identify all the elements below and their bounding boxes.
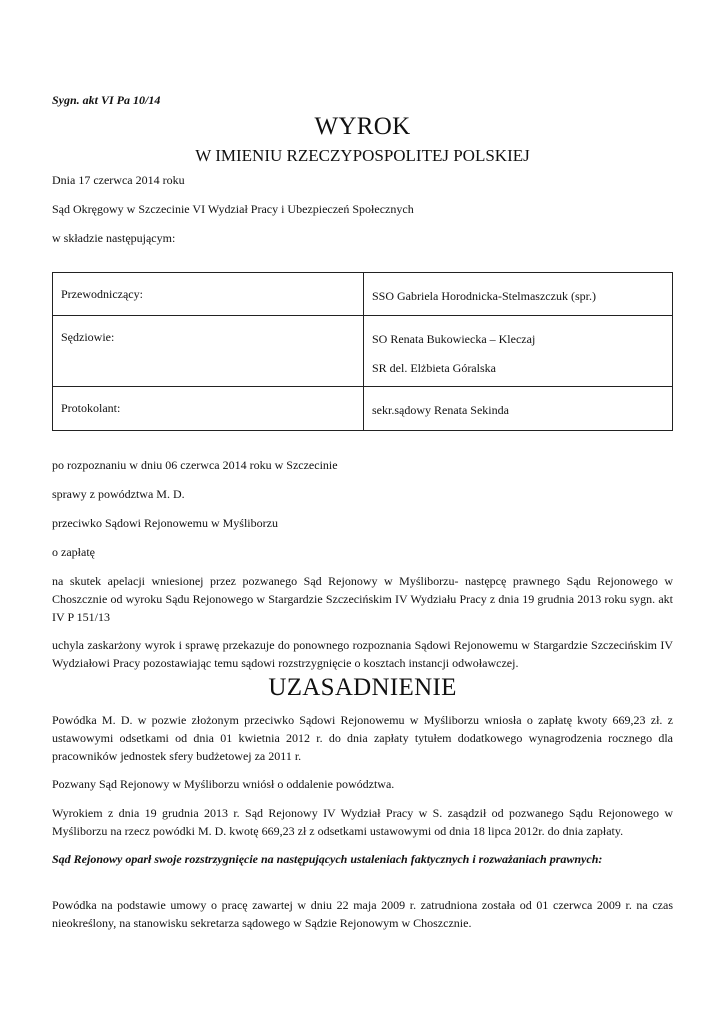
case-signature: Sygn. akt VI Pa 10/14 bbox=[52, 93, 161, 107]
panel-role: Protokolant: bbox=[53, 387, 364, 431]
justification-paragraph: Powódka na podstawie umowy o pracę zawartej w dniu 22 maja 2009 r. zatrudniona została od 01 czerwca 2009 r. na czas nieokreślony, na stanowisku sekretarza sądowego w Sądzie Rejonowym w Choszcznie. bbox=[52, 898, 673, 930]
ruling-paragraph: uchyla zaskarżony wyrok i sprawę przekazuje do ponownego rozpoznania Sądowi Rejonowemu w Stargardzie Szczecińskim IV Wydziałowi Pracy pozostawiając temu sądowi rozstrzygnięcie o kosztach instancji odwoławczej. bbox=[52, 638, 673, 670]
panel-role: Sędziowie: bbox=[53, 316, 364, 387]
panel-row-chair bbox=[53, 273, 673, 316]
court-name: Sąd Okręgowy w Szczecinie VI Wydział Pracy i Ubezpieczeń Społecznych bbox=[52, 202, 414, 216]
justification-heading: Sąd Rejonowy oparł swoje rozstrzygnięcie na następujących ustaleniach faktycznych i rozważaniach prawnych: bbox=[52, 852, 603, 866]
panel-name: sekr.sądowy Renata Sekinda bbox=[372, 403, 509, 417]
panel-names bbox=[364, 273, 673, 316]
panel-row-clerk bbox=[53, 387, 673, 431]
panel-name: SR del. Elżbieta Góralska bbox=[372, 361, 496, 375]
proceedings-line: o zapłatę bbox=[52, 545, 95, 559]
proceedings-line: przeciwko Sądowi Rejonowemu w Myśliborzu bbox=[52, 516, 278, 530]
panel-name: SO Renata Bukowiecka – Kleczaj bbox=[372, 332, 536, 346]
panel-names bbox=[364, 387, 673, 431]
court-panel-table bbox=[52, 272, 673, 431]
panel-row-judges bbox=[53, 316, 673, 387]
panel-name: SSO Gabriela Horodnicka-Stelmaszczuk (spr.) bbox=[372, 289, 596, 303]
justification-paragraph: Powódka M. D. w pozwie złożonym przeciwko Sądowi Rejonowemu w Myśliborzu wniosła o zapłatę kwoty 669,23 zł. z ustawowymi odsetkami od dnia 01 kwietnia 2012 r. do dnia zapłaty tytułem dodatkowego wynagrodzenia rocznego dla pracowników jednostek sfery budżetowej za 2011 r. bbox=[52, 713, 673, 763]
justification-title: UZASADNIENIE bbox=[268, 674, 457, 701]
justification-paragraph: Pozwany Sąd Rejonowy w Myśliborzu wniósł o oddalenie powództwa. bbox=[52, 777, 395, 791]
document-title: WYROK bbox=[314, 113, 411, 140]
panel-names bbox=[364, 316, 673, 387]
document-subtitle: W IMIENIU RZECZYPOSPOLITEJ POLSKIEJ bbox=[195, 146, 530, 165]
composition-label: w składzie następującym: bbox=[52, 231, 176, 245]
justification-paragraph: Wyrokiem z dnia 19 grudnia 2013 r. Sąd Rejonowy IV Wydział Pracy w S. zasądził od pozwanego Sądu Rejonowego w Myśliborzu na rzecz powódki M. D. kwotę 669,23 zł z odsetkami ustawowymi od dnia 18 lipca 2012r. do dnia zapłaty. bbox=[52, 806, 673, 838]
panel-role: Przewodniczący: bbox=[53, 273, 364, 316]
proceedings-line: sprawy z powództwa M. D. bbox=[52, 487, 185, 501]
appeal-paragraph: na skutek apelacji wniesionej przez pozwanego Sąd Rejonowy w Myśliborzu- następcę prawnego Sądu Rejonowego w Choszcznie od wyroku Sądu Rejonowego w Stargardzie Szczecińskim IV Wydziału Pracy z dnia 19 grudnia 2013 roku sygn. akt IV P 151/13 bbox=[52, 574, 673, 624]
proceedings-line: po rozpoznaniu w dniu 06 czerwca 2014 roku w Szczecinie bbox=[52, 458, 338, 472]
judgment-date: Dnia 17 czerwca 2014 roku bbox=[52, 173, 185, 187]
